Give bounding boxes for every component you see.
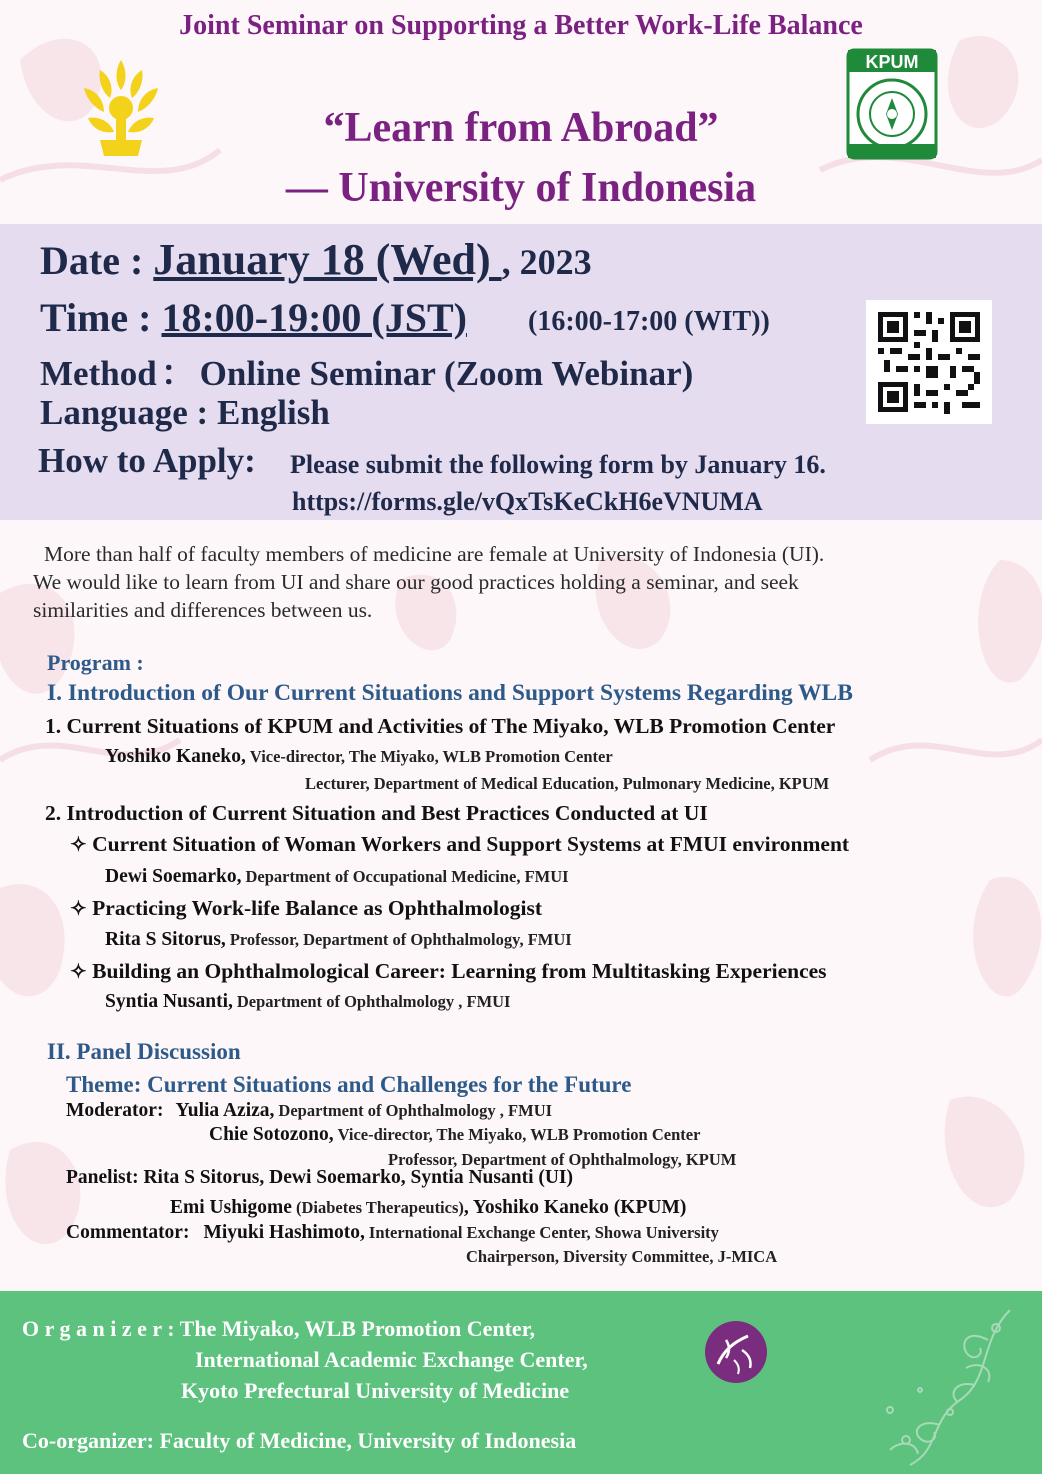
language-value: English	[216, 393, 330, 432]
apply-label: How to Apply:	[38, 441, 256, 480]
top-title: Joint Seminar on Supporting a Better Work-Life Balance	[179, 10, 863, 41]
moderator-1-affiliation: Department of Ophthalmology , FMUI	[278, 1101, 553, 1120]
sub-2-title-row	[70, 896, 542, 921]
diamond-bullet-icon: ✧	[70, 961, 87, 983]
section-1-title: I. Introduction of Our Current Situations and Support Systems Regarding WLB	[47, 680, 853, 706]
time-label: Time :	[40, 295, 162, 340]
date-year: , 2023	[501, 242, 592, 282]
method-value: Online Seminar (Zoom Webinar)	[199, 354, 694, 393]
section-2-title: II. Panel Discussion	[47, 1039, 241, 1064]
commentator-label: Commentator:	[66, 1222, 190, 1243]
coorganizer: Co-organizer: Faculty of Medicine, University of Indonesia	[22, 1428, 577, 1453]
panelist-line-2	[170, 1197, 686, 1219]
item-2-title: 2. Introduction of Current Situation and Best Practices Conducted at UI	[45, 801, 708, 825]
commentator-row	[66, 1222, 719, 1244]
time-value: 18:00-19:00 (JST)	[161, 295, 467, 340]
organizer-2: International Academic Exchange Center,	[195, 1347, 588, 1372]
diamond-bullet-icon: ✧	[70, 898, 87, 920]
item-1-affiliation-2: Lecturer, Department of Medical Education, Pulmonary Medicine, KPUM	[305, 774, 830, 793]
method-colon: ：	[160, 354, 196, 393]
diamond-bullet-icon: ✧	[70, 834, 87, 856]
date-label: Date :	[40, 238, 154, 283]
language-label: Language :	[40, 393, 217, 432]
sub-3-speaker: Syntia Nusanti,	[105, 991, 233, 1012]
vine-ornament-icon	[870, 1300, 1020, 1472]
sub-3-affiliation: Department of Ophthalmology , FMUI	[236, 992, 511, 1011]
date-row	[40, 234, 592, 285]
sub-2-title: Practicing Work-life Balance as Ophthalmologist	[92, 896, 543, 920]
svg-text:KPUM: KPUM	[865, 52, 919, 72]
organizer-row-1	[22, 1316, 535, 1342]
sub-1-title: Current Situation of Woman Workers and Support Systems at FMUI environment	[92, 832, 850, 856]
commentator-name: Miyuki Hashimoto,	[203, 1222, 365, 1243]
moderator-2-affiliation-2: Professor, Department of Ophthalmology, KPUM	[388, 1150, 737, 1169]
commentator-affiliation-2: Chairperson, Diversity Committee, J-MICA	[466, 1247, 778, 1266]
date-value: January 18 (Wed)	[153, 235, 502, 284]
sub-1-title-row	[70, 832, 849, 857]
panelist-line-1: Panelist: Rita S Sitorus, Dewi Soemarko, Syntia Nusanti (UI)	[66, 1167, 574, 1188]
program-heading: Program :	[47, 650, 144, 675]
item-1-speaker-row	[105, 746, 613, 768]
panelist-emi-dept: (Diabetes Therapeutics)	[291, 1198, 464, 1217]
qr-code-icon[interactable]	[866, 300, 992, 424]
language-row	[40, 393, 330, 433]
sub-3-title-row	[70, 959, 827, 984]
moderator-row-2	[209, 1124, 700, 1146]
panel-theme: Theme: Current Situations and Challenges for the Future	[66, 1072, 632, 1097]
intro-line-2: We would like to learn from UI and share our good practices holding a seminar, and seek	[33, 570, 799, 594]
main-title-line-2: — University of Indonesia	[285, 165, 757, 211]
organizer-label: O r g a n i z e r :	[22, 1316, 175, 1341]
sub-1-affiliation: Department of Occupational Medicine, FMUI	[245, 867, 569, 886]
sub-3-speaker-row	[105, 991, 510, 1013]
item-1-title: 1. Current Situations of KPUM and Activities of The Miyako, WLB Promotion Center	[45, 714, 836, 738]
moderator-2-affiliation-1: Vice-director, The Miyako, WLB Promotion Center	[337, 1125, 701, 1144]
moderator-1-name: Yulia Aziza,	[175, 1100, 275, 1121]
sub-2-speaker: Rita S Sitorus,	[105, 929, 226, 950]
time-alt: (16:00-17:00 (WIT))	[528, 306, 770, 337]
intro-line-1: More than half of faculty members of medicine are female at University of Indonesia (UI).	[44, 542, 825, 566]
method-label: Method	[40, 354, 157, 393]
intro-line-3: similarities and differences between us.	[33, 598, 373, 622]
organizer-1: The Miyako, WLB Promotion Center,	[179, 1316, 535, 1341]
moderator-2-name: Chie Sotozono,	[209, 1124, 334, 1145]
miyako-logo-icon	[704, 1320, 768, 1384]
time-row	[40, 294, 467, 341]
sub-1-speaker: Dewi Soemarko,	[105, 866, 242, 887]
panelist-yoshiko: , Yoshiko Kaneko (KPUM)	[463, 1197, 687, 1218]
moderator-label: Moderator:	[66, 1100, 164, 1121]
item-1-affiliation-1: Vice-director, The Miyako, WLB Promotion Center	[249, 747, 613, 766]
apply-url-link[interactable]: https://forms.gle/vQxTsKeCkH6eVNUMA	[292, 487, 763, 516]
sub-3-title: Building an Ophthalmological Career: Learning from Multitasking Experiences	[92, 959, 827, 983]
panelist-emi: Emi Ushigome	[170, 1197, 292, 1218]
sub-1-speaker-row	[105, 866, 569, 888]
sub-2-affiliation: Professor, Department of Ophthalmology, FMUI	[229, 930, 572, 949]
main-title-line-1: “Learn from Abroad”	[323, 105, 719, 151]
commentator-affiliation-1: International Exchange Center, Showa University	[368, 1223, 719, 1242]
apply-text: Please submit the following form by January 16.	[290, 450, 826, 479]
method-row	[40, 346, 693, 396]
organizer-3: Kyoto Prefectural University of Medicine	[181, 1378, 570, 1403]
item-1-speaker: Yoshiko Kaneko,	[105, 746, 246, 767]
sub-2-speaker-row	[105, 929, 572, 951]
moderator-row-1	[66, 1100, 552, 1122]
